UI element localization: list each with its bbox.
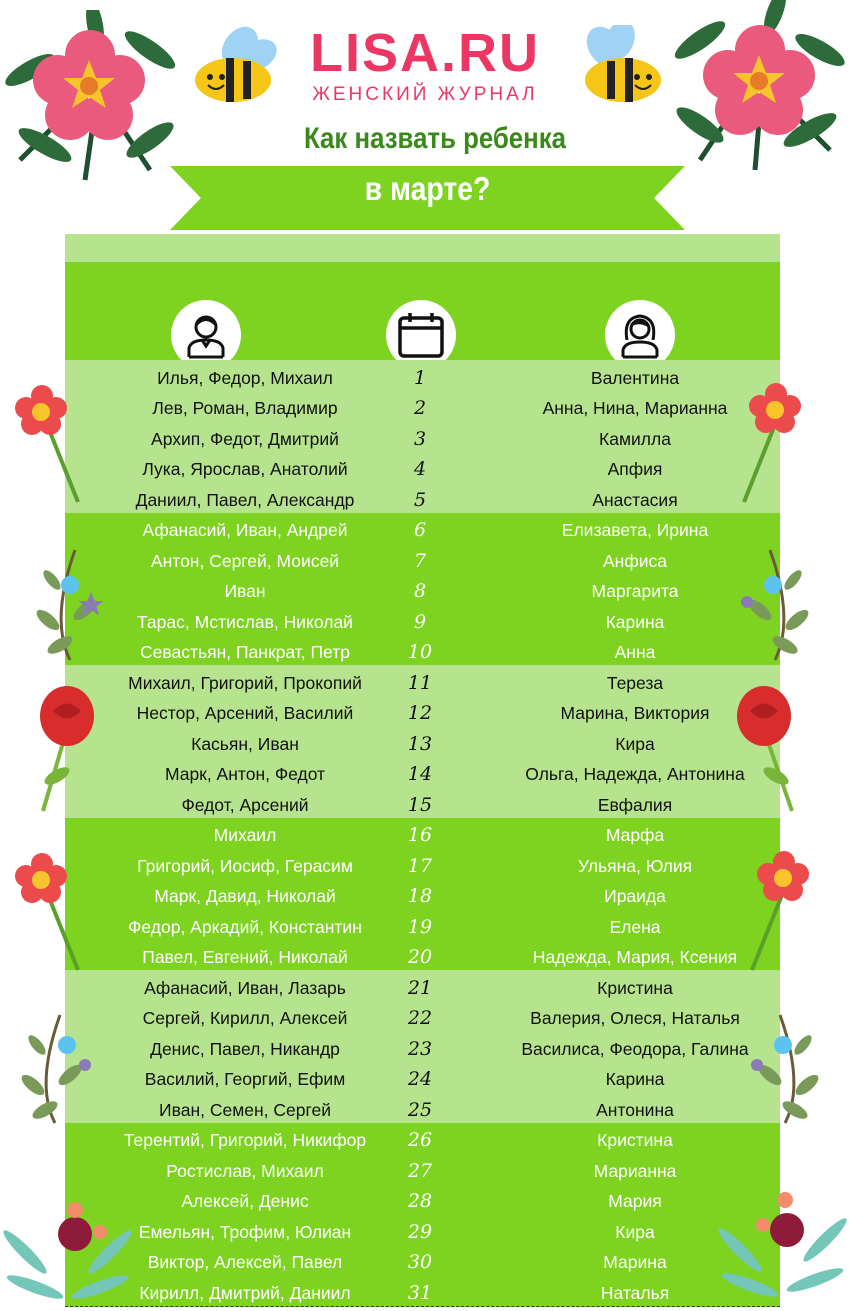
table-row (65, 909, 780, 941)
girl-names: Кира (615, 1221, 655, 1242)
table-row (65, 1184, 780, 1216)
boy-names: Нестор, Арсений, Василий (136, 703, 354, 723)
boy-names: Емельян, Трофим, Юлиан (138, 1221, 352, 1242)
girl-names: Анна (614, 642, 656, 662)
girl-names: Кристина (597, 977, 673, 998)
day-number: 29 (407, 1220, 433, 1243)
table-row (65, 696, 780, 728)
day-number: 10 (407, 641, 433, 663)
girl-names: Надежда, Мария, Ксения (532, 947, 738, 967)
table-row (65, 879, 780, 911)
boy-names: Денис, Павел, Никандр (150, 1038, 340, 1059)
table-row (65, 391, 780, 423)
table-row (65, 360, 780, 392)
boy-names: Иван, Семен, Сергей (159, 1099, 331, 1120)
bee-left-icon (188, 25, 283, 105)
table-row (65, 482, 780, 514)
boy-names: Тарас, Мстислав, Николай (137, 611, 353, 632)
boy-names: Марк, Антон, Федот (164, 764, 326, 784)
branch-right-2-icon (745, 1005, 825, 1125)
page-title: Как назвать ребенка (303, 122, 567, 155)
boy-names: Даниил, Павел, Александр (135, 489, 355, 510)
day-number: 21 (407, 976, 433, 999)
bee-right-icon (575, 25, 670, 105)
table-row (65, 757, 780, 789)
girl-names: Камилла (599, 428, 671, 449)
girl-names: Елена (609, 916, 661, 937)
girl-names: Марианна (593, 1160, 677, 1181)
girl-names: Анфиса (603, 550, 667, 571)
table-top-strip (65, 234, 780, 262)
day-number: 13 (407, 732, 433, 755)
table-row (65, 513, 780, 545)
day-number: 4 (413, 458, 427, 480)
boy-names: Федот, Арсений (181, 794, 309, 815)
girl-names: Анастасия (592, 489, 678, 510)
boy-names: Федор, Аркадий, Константин (128, 916, 362, 937)
table-row (65, 787, 780, 819)
boy-names: Алексей, Денис (181, 1191, 309, 1211)
boy-names: Василий, Георгий, Ефим (144, 1069, 346, 1089)
girl-names: Апфия (607, 459, 663, 479)
table-row (65, 1275, 780, 1307)
girl-names: Тереза (606, 672, 664, 693)
day-number: 3 (413, 427, 427, 450)
flower-left-2-icon (12, 850, 82, 972)
day-number: 30 (407, 1251, 433, 1273)
day-number: 7 (413, 549, 427, 572)
flower-decoration-top-left-icon (0, 10, 190, 190)
branch-left-1-icon (30, 540, 110, 665)
girl-names: Карина (605, 611, 665, 632)
day-number: 14 (407, 763, 433, 785)
boy-names: Михаил, Григорий, Прокопий (128, 672, 362, 693)
day-number: 5 (413, 488, 427, 511)
day-number: 8 (413, 580, 427, 602)
girl-names: Ираида (604, 886, 666, 906)
girl-names: Марина, Виктория (560, 703, 710, 723)
boy-names: Терентий, Григорий, Никифор (123, 1130, 367, 1150)
table-row (65, 452, 780, 484)
boy-names: Касьян, Иван (191, 733, 299, 754)
girl-names: Евфалия (597, 794, 673, 815)
table-row (65, 970, 780, 1002)
boy-names: Павел, Евгений, Николай (142, 947, 348, 967)
table-row (65, 1031, 780, 1063)
day-number: 26 (407, 1129, 433, 1151)
girl-names: Марфа (605, 825, 665, 845)
boy-names: Афанасий, Иван, Лазарь (144, 977, 346, 998)
rose-right-icon (732, 686, 797, 814)
girl-names: Кристина (597, 1130, 673, 1150)
boy-names: Григорий, Иосиф, Герасим (137, 855, 353, 876)
calendar-icon (396, 310, 446, 360)
day-number: 1 (413, 366, 427, 389)
boy-names: Лука, Ярослав, Анатолий (142, 459, 348, 479)
day-number: 28 (407, 1190, 433, 1212)
day-number: 22 (407, 1007, 433, 1029)
day-number: 16 (407, 824, 433, 846)
boy-names: Виктор, Алексей, Павел (147, 1252, 343, 1272)
flower-right-2-icon (748, 850, 818, 972)
table-row (65, 665, 780, 697)
boy-names: Архип, Федот, Дмитрий (151, 428, 339, 449)
girl-names: Анна, Нина, Марианна (542, 398, 728, 418)
girl-names: Ульяна, Юлия (577, 855, 693, 876)
day-number: 17 (407, 854, 433, 877)
page-title-month: в марте? (364, 170, 491, 207)
girl-names: Кира (615, 733, 655, 754)
day-number: 15 (407, 793, 433, 816)
girl-names: Марина (603, 1252, 667, 1272)
girl-names: Валентина (590, 367, 680, 388)
girl-names: Антонина (596, 1099, 674, 1120)
girl-names: Валерия, Олеся, Наталья (530, 1008, 740, 1028)
table-row (65, 604, 780, 636)
boy-names: Кирилл, Дмитрий, Даниил (139, 1282, 351, 1303)
boy-names: Михаил (213, 825, 277, 845)
flower-decoration-top-right-icon (660, 0, 849, 180)
boy-names: Ростислав, Михаил (166, 1160, 324, 1181)
table-row (65, 574, 780, 606)
boy-names: Антон, Сергей, Моисей (150, 550, 340, 571)
table-row (65, 940, 780, 972)
logo[interactable]: LISA.RU (310, 23, 540, 83)
day-number: 24 (407, 1068, 433, 1090)
table-row (65, 635, 780, 667)
table-row (65, 421, 780, 453)
girl-avatar-icon (615, 310, 665, 360)
boy-names: Лев, Роман, Владимир (152, 398, 338, 418)
table-row (65, 1001, 780, 1033)
flower-right-1-icon (740, 382, 810, 504)
girl-names: Маргарита (591, 581, 679, 601)
girl-names: Василиса, Феодора, Галина (521, 1038, 749, 1059)
girl-names: Ольга, Надежда, Антонина (525, 764, 745, 784)
table-row (65, 1062, 780, 1094)
day-number: 23 (407, 1037, 433, 1060)
boy-names: Севастьян, Панкрат, Петр (140, 642, 350, 662)
boy-names: Илья, Федор, Михаил (157, 367, 333, 388)
table-row (65, 1092, 780, 1124)
boy-names: Афанасий, Иван, Андрей (142, 520, 348, 540)
day-number: 2 (413, 397, 427, 419)
boy-names: Марк, Давид, Николай (154, 886, 336, 906)
girl-names: Елизавета, Ирина (561, 520, 709, 540)
day-number: 11 (407, 671, 433, 694)
boy-avatar-icon (181, 310, 231, 360)
table-row (65, 543, 780, 575)
girl-names: Наталья (600, 1282, 670, 1303)
day-number: 9 (413, 610, 427, 633)
table-row (65, 1123, 780, 1155)
table-row (65, 1214, 780, 1246)
day-number: 31 (407, 1281, 433, 1304)
table-row (65, 726, 780, 758)
logo-subtitle: ЖЕНСКИЙ ЖУРНАЛ (312, 84, 538, 105)
names-table (65, 234, 780, 1311)
table-row (65, 848, 780, 880)
boy-names: Иван (224, 581, 266, 601)
flower-left-1-icon (12, 382, 82, 504)
day-number: 27 (407, 1159, 433, 1182)
bouquet-bottom-right-icon (715, 1180, 849, 1311)
day-number: 18 (407, 885, 433, 907)
day-number: 6 (413, 519, 427, 541)
branch-left-2-icon (15, 1005, 95, 1125)
day-number: 19 (407, 915, 433, 938)
girl-names: Карина (605, 1069, 665, 1089)
table-row (65, 1245, 780, 1277)
day-number: 20 (407, 946, 433, 968)
day-number: 12 (407, 702, 433, 724)
table-row (65, 818, 780, 850)
day-number: 25 (407, 1098, 433, 1121)
table-row (65, 1153, 780, 1185)
girl-names: Мария (608, 1191, 662, 1211)
bouquet-bottom-left-icon (0, 1192, 135, 1311)
branch-right-1-icon (735, 540, 815, 665)
rose-left-icon (35, 686, 100, 814)
boy-names: Сергей, Кирилл, Алексей (142, 1008, 348, 1028)
